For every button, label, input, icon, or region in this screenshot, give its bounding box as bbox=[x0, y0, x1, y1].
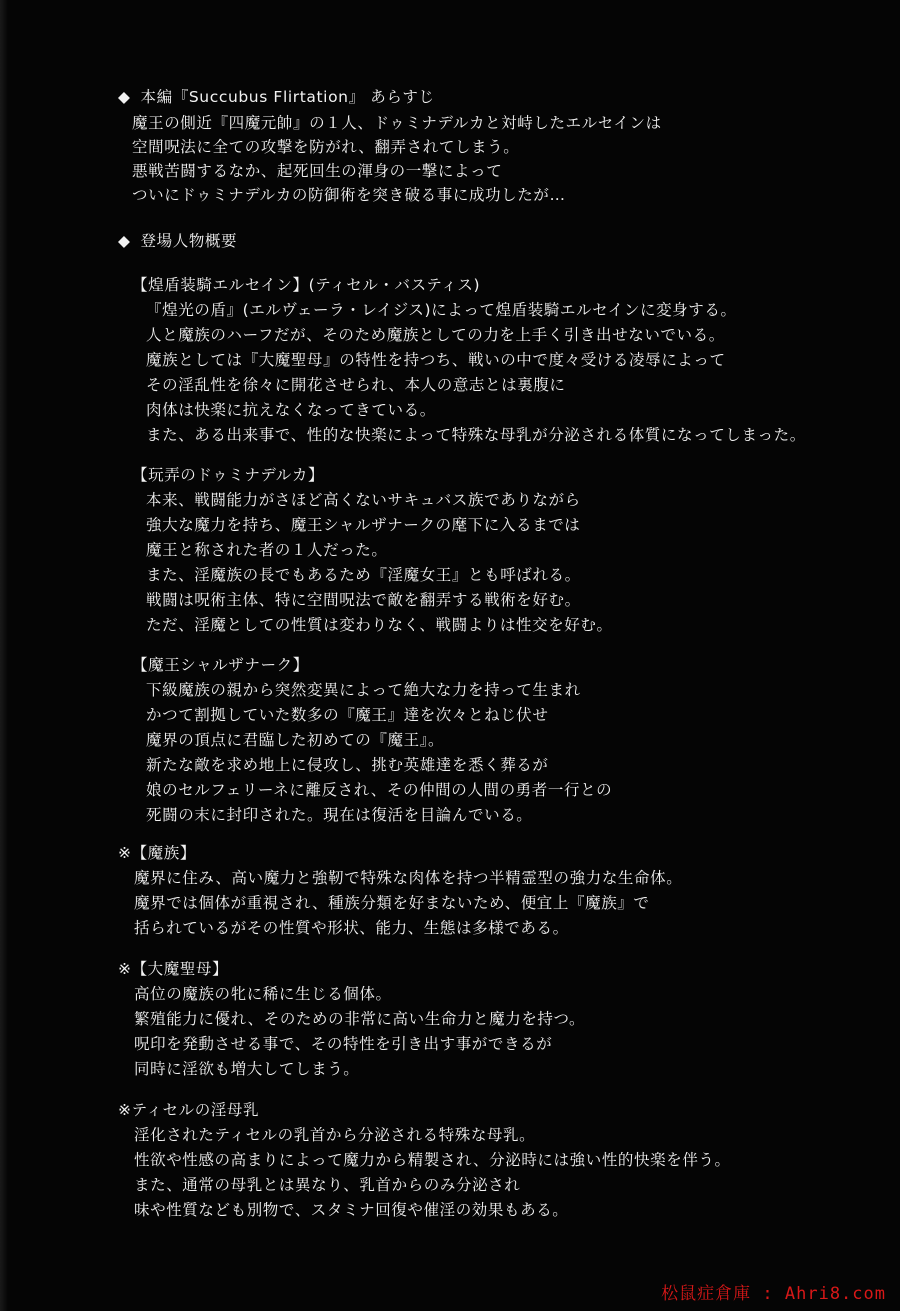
note-line: 呪印を発動させる事で、その特性を引き出す事ができるが bbox=[134, 1035, 553, 1053]
page-edge-shadow bbox=[0, 0, 8, 1311]
character-title: 【煌盾装騎エルセイン】(ティセル・バスティス) bbox=[132, 276, 481, 294]
diamond-bullet-icon: ◆ bbox=[118, 232, 131, 250]
synopsis-line: ついにドゥミナデルカの防御術を突き破る事に成功したが… bbox=[132, 186, 566, 204]
synopsis-line: 空間呪法に全ての攻撃を防がれ、翻弄されてしまう。 bbox=[132, 138, 520, 156]
character-line: 戦闘は呪術主体、特に空間呪法で敵を翻弄する戦術を好む。 bbox=[146, 591, 581, 609]
note-title: ※【魔族】 bbox=[118, 844, 196, 862]
synopsis-heading-text: 本編『Succubus Flirtation』 あらすじ bbox=[140, 88, 435, 106]
note-line: 魔界では個体が重視され、種族分類を好まないため、便宜上『魔族』で bbox=[134, 894, 650, 912]
character-line: かつて割拠していた数多の『魔王』達を次々とねじ伏せ bbox=[146, 706, 549, 724]
character-line: 魔王と称された者の１人だった。 bbox=[146, 541, 388, 559]
characters-heading bbox=[118, 230, 237, 252]
character-line: また、淫魔族の長でもあるため『淫魔女王』とも呼ばれる。 bbox=[146, 566, 581, 584]
synopsis-line: 悪戦苦闘するなか、起死回生の渾身の一撃によって bbox=[132, 162, 503, 180]
note-line: 淫化されたティセルの乳首から分泌される特殊な母乳。 bbox=[134, 1126, 536, 1144]
character-line: 死闘の末に封印された。現在は復活を目論んでいる。 bbox=[146, 806, 533, 824]
note-line: 括られているがその性質や形状、能力、生態は多様である。 bbox=[134, 919, 569, 937]
character-line: 新たな敵を求め地上に侵攻し、挑む英雄達を悉く葬るが bbox=[146, 756, 549, 774]
note-line: 繁殖能力に優れ、そのための非常に高い生命力と魔力を持つ。 bbox=[134, 1010, 586, 1028]
character-line: ただ、淫魔としての性質は変わりなく、戦闘よりは性交を好む。 bbox=[146, 616, 613, 634]
synopsis-heading bbox=[118, 86, 435, 108]
character-line: 肉体は快楽に抗えなくなってきている。 bbox=[146, 401, 436, 419]
synopsis-line: 魔王の側近『四魔元帥』の１人、ドゥミナデルカと対峙したエルセインは bbox=[132, 114, 662, 132]
note-line: 魔界に住み、高い魔力と強靭で特殊な肉体を持つ半精霊型の強力な生命体。 bbox=[134, 869, 683, 887]
note-title: ※【大魔聖母】 bbox=[118, 960, 229, 978]
characters-heading-text: 登場人物概要 bbox=[140, 232, 238, 250]
character-line: 強大な魔力を持ち、魔王シャルザナークの麾下に入るまでは bbox=[146, 516, 581, 534]
note-title: ※ティセルの淫母乳 bbox=[118, 1101, 260, 1119]
character-line: また、ある出来事で、性的な快楽によって特殊な母乳が分泌される体質になってしまった。 bbox=[146, 426, 806, 444]
character-title: 【魔王シャルザナーク】 bbox=[132, 656, 309, 674]
diamond-bullet-icon: ◆ bbox=[118, 88, 131, 106]
note-line: 性欲や性感の高まりによって魔力から精製され、分泌時には強い性的快楽を伴う。 bbox=[134, 1151, 731, 1169]
character-line: 魔界の頂点に君臨した初めての『魔王』。 bbox=[146, 731, 445, 749]
character-line: 『煌光の盾』(エルヴェーラ・レイジス)によって煌盾装騎エルセインに変身する。 bbox=[146, 301, 737, 319]
character-line: 娘のセルフェリーネに離反され、その仲間の人間の勇者一行との bbox=[146, 781, 613, 799]
character-line: 魔族としては『大魔聖母』の特性を持つち、戦いの中で度々受ける凌辱によって bbox=[146, 351, 726, 369]
note-line: 同時に淫欲も増大してしまう。 bbox=[134, 1060, 360, 1078]
character-line: 下級魔族の親から突然変異によって絶大な力を持って生まれ bbox=[146, 681, 581, 699]
character-line: その淫乱性を徐々に開花させられ、本人の意志とは裏腹に bbox=[146, 376, 566, 394]
character-line: 人と魔族のハーフだが、そのため魔族としての力を上手く引き出せないでいる。 bbox=[146, 326, 725, 344]
note-line: 高位の魔族の牝に稀に生じる個体。 bbox=[134, 985, 392, 1003]
note-line: また、通常の母乳とは異なり、乳首からのみ分泌され bbox=[134, 1176, 521, 1194]
note-line: 味や性質なども別物で、スタミナ回復や催淫の効果もある。 bbox=[134, 1201, 569, 1219]
character-title: 【玩弄のドゥミナデルカ】 bbox=[132, 466, 325, 484]
watermark: 松鼠症倉庫 : Ahri8.com bbox=[661, 1284, 886, 1304]
character-line: 本来、戦闘能力がさほど高くないサキュバス族でありながら bbox=[146, 491, 581, 509]
